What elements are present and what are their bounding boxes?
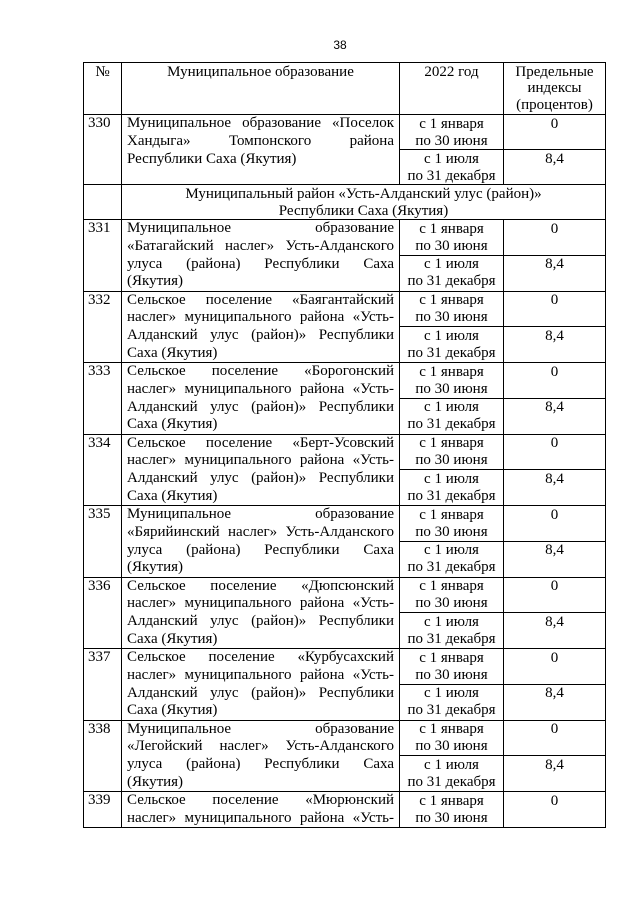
- period-line: с 1 января: [419, 363, 484, 380]
- index-value: 8,4: [545, 470, 564, 487]
- period-group: [400, 578, 605, 649]
- period-row: [400, 255, 605, 291]
- period-row: [400, 363, 605, 398]
- table-row: [84, 721, 605, 793]
- municipality-name-line: наслег» муниципального района «Усть-: [127, 309, 394, 326]
- period-row: [400, 469, 605, 505]
- period-line: с 1 июля: [424, 685, 479, 702]
- period-cell: [400, 150, 504, 184]
- period-line: с 1 января: [419, 578, 484, 594]
- municipality-name-line: «Батагайский наслег» Усть-Алданского: [127, 237, 394, 254]
- index-value: 8,4: [545, 756, 564, 773]
- period-line: с 1 июля: [424, 150, 479, 167]
- header-index-line: Предельные: [515, 63, 594, 80]
- period-group: [400, 115, 605, 184]
- period-cell: [400, 578, 504, 613]
- period-row: [400, 398, 605, 434]
- index-value: 8,4: [545, 327, 564, 344]
- period-line: по 30 июня: [415, 452, 488, 468]
- table-row: [84, 115, 605, 185]
- table-row: [84, 506, 605, 578]
- municipality-name-line: Сельское поселение «Берт-Усовский: [127, 434, 394, 451]
- municipality-name-line: улуса (района) Республики Саха: [127, 541, 394, 558]
- period-line: с 1 января: [419, 220, 484, 237]
- row-number: 331: [84, 220, 122, 291]
- municipality-name-line: улуса (района) Республики Саха: [127, 255, 394, 272]
- index-value: 0: [550, 506, 559, 523]
- index-value: 0: [550, 115, 559, 132]
- period-cell: [400, 506, 504, 541]
- municipality-name-line: Алданский улус (район)» Республики: [127, 684, 394, 701]
- row-number: 333: [84, 363, 122, 434]
- municipality-name-line: наслег» муниципального района «Усть-: [127, 595, 394, 612]
- municipality-name-line: (Якутия): [127, 773, 184, 790]
- period-line: с 1 января: [419, 506, 484, 523]
- period-row: [400, 326, 605, 362]
- period-line: с 1 июля: [424, 613, 479, 630]
- period-line: с 1 июля: [424, 399, 479, 416]
- period-cell: [400, 792, 504, 827]
- table-row: [84, 649, 605, 721]
- period-line: с 1 января: [419, 115, 484, 132]
- index-value: 8,4: [545, 256, 564, 273]
- table-row: [84, 220, 605, 292]
- header-index-line: (процентов): [516, 96, 593, 113]
- period-line: по 30 июня: [415, 380, 488, 397]
- period-line: по 31 декабря: [407, 487, 496, 504]
- index-value: 8,4: [545, 685, 564, 702]
- section-row: [84, 185, 605, 220]
- municipality-name-line: Муниципальное образование «Поселок: [127, 115, 394, 131]
- municipality-name-line: Алданский улус (район)» Республики: [127, 327, 394, 344]
- period-line: по 31 декабря: [407, 702, 496, 719]
- municipality-name: [122, 792, 400, 827]
- period-cell: [400, 685, 504, 720]
- period-line: по 31 декабря: [407, 773, 496, 790]
- period-group: [400, 721, 605, 792]
- row-number: 332: [84, 292, 122, 363]
- period-line: по 30 июня: [415, 595, 488, 611]
- municipality-name-line: Сельское поселение «Баягантайский: [127, 291, 394, 308]
- period-cell: [400, 115, 504, 149]
- period-line: с 1 января: [419, 435, 484, 451]
- period-cell: [400, 292, 504, 327]
- header-index: [504, 63, 605, 114]
- index-value: 0: [550, 721, 559, 737]
- period-cell: [400, 613, 504, 648]
- period-line: с 1 июля: [424, 756, 479, 773]
- period-cell: [400, 649, 504, 684]
- municipality-name-line: (Якутия): [127, 273, 184, 290]
- index-value: 0: [550, 220, 559, 237]
- table-row: [84, 292, 605, 364]
- municipality-name-line: улуса (района) Республики Саха: [127, 756, 394, 773]
- municipality-name-line: наслег» муниципального района «Усть-: [127, 380, 394, 397]
- header-number: №: [84, 63, 122, 114]
- period-cell: [400, 756, 504, 791]
- period-group: [400, 292, 605, 363]
- period-group: [400, 506, 605, 577]
- period-line: по 31 декабря: [407, 559, 496, 576]
- period-group: [400, 435, 605, 506]
- municipality-name-line: Хандыга» Томпонского района: [127, 132, 394, 149]
- period-line: по 30 июня: [415, 132, 488, 149]
- period-row: [400, 684, 605, 720]
- index-value: 0: [550, 578, 559, 594]
- period-line: с 1 июля: [424, 327, 479, 344]
- period-cell: [400, 363, 504, 398]
- municipality-name-line: Алданский улус (район)» Республики: [127, 398, 394, 415]
- tariff-index-table: [83, 62, 606, 828]
- municipality-name-line: «Бярийинский наслег» Усть-Алданского: [127, 523, 394, 540]
- table-header: [84, 63, 605, 115]
- row-number: 330: [84, 115, 122, 184]
- period-cell: [400, 721, 504, 756]
- section-heading-line: Муниципальный район «Усть-Алданский улус (район)»: [185, 185, 542, 202]
- period-row: [400, 149, 605, 184]
- period-line: по 30 июня: [415, 738, 488, 754]
- index-value: 0: [550, 435, 559, 451]
- row-number: 338: [84, 721, 122, 792]
- period-line: по 30 июня: [415, 666, 488, 683]
- period-row: [400, 220, 605, 255]
- period-line: по 31 декабря: [407, 630, 496, 647]
- period-row: [400, 435, 605, 470]
- period-line: по 31 декабря: [407, 273, 496, 290]
- municipality-name-line: Алданский улус (район)» Республики: [127, 613, 394, 630]
- period-row: [400, 115, 605, 149]
- municipality-name: [122, 649, 400, 720]
- municipality-name-line: Алданский улус (район)» Республики: [127, 470, 394, 487]
- period-row: [400, 578, 605, 613]
- index-value: 0: [550, 363, 559, 380]
- table-row: [84, 792, 605, 828]
- period-cell: [400, 256, 504, 291]
- row-number: 337: [84, 649, 122, 720]
- municipality-name-line: Саха (Якутия): [127, 630, 218, 647]
- period-cell: [400, 435, 504, 470]
- municipality-name: [122, 115, 400, 184]
- period-line: с 1 июля: [424, 470, 479, 487]
- period-line: по 31 декабря: [407, 167, 496, 184]
- period-line: по 30 июня: [415, 237, 488, 254]
- row-number: 334: [84, 435, 122, 506]
- period-line: с 1 июля: [424, 542, 479, 559]
- index-value: 0: [550, 792, 559, 809]
- table-row: [84, 578, 605, 650]
- municipality-name-line: Саха (Якутия): [127, 416, 218, 433]
- municipality-name: [122, 363, 400, 434]
- index-value: 8,4: [545, 399, 564, 416]
- period-row: [400, 541, 605, 577]
- municipality-name-line: Саха (Якутия): [127, 702, 218, 719]
- municipality-name: [122, 578, 400, 649]
- period-row: [400, 755, 605, 791]
- table-row: [84, 363, 605, 435]
- municipality-name-line: наслег» муниципального района «Усть-: [127, 452, 394, 469]
- municipality-name-line: Муниципальное образование: [127, 506, 394, 522]
- row-number-empty: [84, 185, 122, 219]
- index-value: 8,4: [545, 613, 564, 630]
- period-row: [400, 292, 605, 327]
- period-line: с 1 июля: [424, 256, 479, 273]
- section-heading-line: Республики Саха (Якутия): [278, 202, 449, 219]
- index-value: 0: [550, 292, 559, 308]
- period-group: [400, 792, 605, 827]
- municipality-name-line: Сельское поселение «Борогонский: [127, 363, 394, 379]
- header-municipality: Муниципальное образование: [122, 63, 400, 114]
- period-group: [400, 220, 605, 291]
- period-row: [400, 792, 605, 827]
- index-value: 8,4: [545, 150, 564, 167]
- municipality-name-line: Муниципальное образование: [127, 720, 394, 737]
- municipality-name-line: Сельское поселение «Дюпсюнский: [127, 577, 394, 594]
- municipality-name: [122, 435, 400, 506]
- municipality-name-line: Саха (Якутия): [127, 344, 218, 361]
- municipality-name-line: Саха (Якутия): [127, 487, 218, 504]
- municipality-name-line: наслег» муниципального района «Усть-: [127, 666, 394, 683]
- period-row: [400, 612, 605, 648]
- index-value: 0: [550, 649, 559, 666]
- municipality-name: [122, 220, 400, 291]
- table-body: [84, 115, 605, 828]
- period-group: [400, 649, 605, 720]
- header-year: 2022 год: [400, 63, 504, 114]
- period-cell: [400, 399, 504, 434]
- period-line: по 30 июня: [415, 309, 488, 325]
- period-line: по 30 июня: [415, 523, 488, 540]
- municipality-name: [122, 506, 400, 577]
- period-line: по 31 декабря: [407, 344, 496, 361]
- table-row: [84, 435, 605, 507]
- municipality-name: [122, 721, 400, 792]
- municipality-name-line: Сельское поселение «Мюрюнский: [127, 792, 394, 808]
- period-cell: [400, 542, 504, 577]
- period-line: с 1 января: [419, 292, 484, 308]
- period-line: с 1 января: [419, 721, 484, 737]
- period-group: [400, 363, 605, 434]
- municipality-name-line: наслег» муниципального района «Усть-: [127, 809, 394, 826]
- municipality-name: [122, 292, 400, 363]
- page-number: 38: [333, 38, 347, 52]
- municipality-name-line: (Якутия): [127, 559, 184, 576]
- period-line: с 1 января: [419, 649, 484, 666]
- period-cell: [400, 470, 504, 505]
- index-value: 8,4: [545, 542, 564, 559]
- period-row: [400, 649, 605, 684]
- municipality-name-line: Сельское поселение «Курбусахский: [127, 649, 394, 665]
- municipality-name-line: Муниципальное образование: [127, 220, 394, 236]
- municipality-name-line: Республики Саха (Якутия): [127, 150, 297, 167]
- municipality-name-line: «Легойский наслег» Усть-Алданского: [127, 738, 394, 755]
- row-number: 339: [84, 792, 122, 827]
- period-line: по 30 июня: [415, 809, 488, 826]
- period-line: с 1 января: [419, 792, 484, 809]
- period-line: по 31 декабря: [407, 416, 496, 433]
- period-row: [400, 721, 605, 756]
- row-number: 336: [84, 578, 122, 649]
- period-row: [400, 506, 605, 541]
- header-index-line: индексы: [527, 80, 582, 96]
- period-cell: [400, 220, 504, 255]
- period-cell: [400, 327, 504, 362]
- section-heading: [122, 185, 605, 219]
- row-number: 335: [84, 506, 122, 577]
